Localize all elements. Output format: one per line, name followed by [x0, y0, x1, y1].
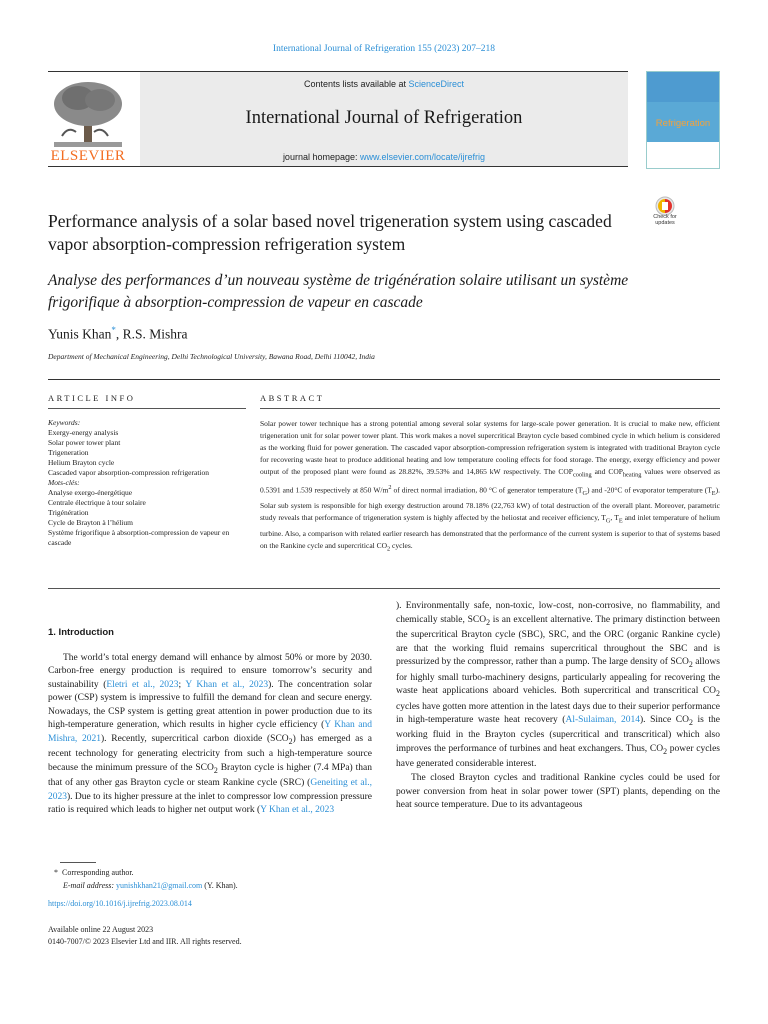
journal-cover-thumbnail[interactable] [646, 71, 720, 169]
keyword-item: Exergy-energy analysis [48, 428, 119, 437]
body-column-right [396, 600, 720, 813]
divider [48, 588, 720, 589]
cover-label: Refrigeration [655, 118, 711, 129]
citation-link[interactable]: Y Khan and Mishra, 2021 [48, 720, 372, 744]
motscles-item: Trigénération [48, 508, 89, 517]
keywords-block [48, 418, 248, 548]
email-link[interactable]: yunishkhan21@gmail.com [116, 881, 203, 890]
footnote-divider [60, 862, 96, 863]
keyword-item: Helium Brayton cycle [48, 458, 115, 467]
author-name[interactable]: Yunis Khan [48, 326, 112, 342]
body-paragraph: The world’s total energy demand will enhance by almost 50% or more by 2030. Carbon-free energy production is required to ensure tomorrow’s security and sustainability (Eletri et al., 2023; Y Khan et al., 2023). The concentration solar power (CSP) system is impressive to fulfill the demand for clean and secure energy. Nowadays, the CSP system is getting great attention in power production due to its high-temperature generation, which results in higher cycle efficiency (Y Khan and Mishra, 2021). Recently, supercritical carbon dioxide $(SCO_2)$ has emerged as a recent technology for generating electricity from such a high-temperature source because the minimum pressure of the $SCO_2$ Brayton cycle is higher (7.4 MPa) than that of any other gas Brayton cycle or steam Rankine cycle (SRC) (Geneiting et al., 2023). Due to its higher pressure at the inlet to compressor low compression pressure ratio is required which leads to higher net output work (Y Khan et al., 2023 [48, 652, 372, 816]
citation-link[interactable]: Eletri et al., 2023 [106, 679, 179, 690]
author-separator: , [115, 326, 123, 342]
keyword-item: Solar power tower plant [48, 438, 121, 447]
running-header[interactable]: International Journal of Refrigeration 155 (2023) 207–218 [272, 44, 496, 54]
journal-name: International Journal of Refrigeration [245, 108, 523, 128]
masthead [48, 71, 628, 167]
divider [260, 408, 720, 409]
motscles-label: Mots-clés: [48, 478, 80, 487]
homepage-line [140, 152, 628, 162]
corresponding-author-mark[interactable]: * [111, 325, 116, 335]
check-for-updates-label[interactable]: Check for updates [653, 214, 677, 226]
cover-bottom-band [647, 142, 719, 168]
keyword-item: Cascaded vapor absorption-compression refrigeration [48, 468, 209, 477]
doi-link[interactable]: https://doi.org/10.1016/j.ijrefrig.2023.08.014 [48, 899, 192, 908]
copyright: 0140-7007/© 2023 Elsevier Ltd and IIR. All rights reserved. [48, 937, 242, 946]
affiliation: Department of Mechanical Engineering, Delhi Technological University, Bawana Road, Delhi 110042, India [48, 352, 375, 361]
keyword-item: Trigeneration [48, 448, 89, 457]
cover-top-band [647, 72, 719, 102]
contents-prefix: Contents lists available at [303, 79, 409, 89]
citation-link[interactable]: Y Khan et al., 2023 [185, 679, 269, 690]
footnote [54, 866, 238, 892]
email-suffix: (Y. Khan). [202, 881, 238, 890]
sciencedirect-link[interactable]: ScienceDirect [408, 79, 465, 89]
divider [48, 379, 720, 380]
section-heading: 1. Introduction [48, 627, 114, 638]
citation-link[interactable]: Y Khan et al., 2023 [260, 805, 335, 816]
motscles-item: Système frigorifique à absorption-compression de vapeur en cascade [48, 528, 230, 547]
article-info-heading: ARTICLE INFO [48, 393, 136, 403]
citation-link[interactable]: Geneiting et al., 2023 [48, 778, 372, 802]
motscles-item: Cycle de Brayton à l’hélium [48, 518, 133, 527]
abstract-heading: ABSTRACT [260, 393, 325, 403]
author-list [48, 325, 188, 343]
footnote-mark: * [54, 868, 58, 877]
citation-link[interactable]: Al-Sulaiman, 2014 [565, 715, 640, 726]
french-title: Analyse des performances d’un nouveau système de trigénération solaire utilisant un système frigorifique à absorption-compression de vapeur en cascade [48, 272, 629, 311]
divider [48, 408, 246, 409]
author-name[interactable]: R.S. Mishra [122, 326, 188, 342]
motscles-item: Centrale électrique à tour solaire [48, 498, 146, 507]
homepage-prefix: journal homepage: [282, 152, 360, 162]
email-label: E-mail address: [63, 881, 117, 890]
body-column-left [48, 600, 372, 818]
body-paragraph: ). Environmentally safe, non-toxic, low-cost, non-corrosive, no flammability, and chemically stable, $SCO_2$ is an excellent alternative. The primary distinction between the supercritical Brayton cycle (SBC), SRC, and the ORC (organic Rankine cycle) are that the working fluid remains supercritical throughout the SBC and is pressurized by the compressor, rather than a pump. The large density of $SCO_2$ allows for highly small turbo-machinery designs, particularly appealing for recovering the waste heat applications aboard vehicles. Both supercritical and transcritical $CO_2$ cycles have gotten more attention in the latest days due to their superior performance in high-temperature waste heat recovery (Al-Sulaiman, 2014). Since $CO_2$ is the working fluid in the Brayton cycles (supercritical and transcritical) which also improves the performance of turbines and heat exchangers. Thus, $CO_2$ power cycles have generated considerable interest. [396, 601, 720, 770]
homepage-link[interactable]: www.elsevier.com/locate/ijrefrig [360, 152, 486, 162]
footnote-corresponding: Corresponding author. [62, 868, 134, 877]
abstract-text: Solar power tower technique has a strong potential among several solar systems for large-scale power generation. It is crucial to make new, efficient trigeneration unit for solar power tower plant. This work makes a novel supercritical Brayton cycle based combined cycle in which helium is considered as the working fluid for power generation. The cascaded vapor absorption-compression refrigeration system is integrated with traditional Brayton cycle for recovering waste heat to produce additional heating and low temperature cooling effects for food storage. The energy, exergy efficiency and power output of the proposed plant were found as 28.82%, 39.53% and 14,865 kW respectively. The $COP_{cooling}$ and $COP_{heating}$ values were observed as 0.5391 and 1.539 respectively at 850 $W/m^2$ of direct normal irradiation, 80 °C of generator temperature $(T_G)$ and -20°C of evaporator temperature $(T_E)$. Solar sub system is responsible for high exergy destruction around 78.18% (22,763 kW) of total destruction of the overall plant. Moreover, parametric study reveals that performance of trigeneration system is highly affected by the heliostat and receiver efficiency, $T_G$, $T_E$ and inlet temperature of helium turbine. Also, a comparison with related earlier research has demonstrated that the performance of the current system is superior to that of systems based on the Rankine cycle and supercritical $CO_2$ cycles. [260, 419, 720, 553]
elsevier-wordmark: ELSEVIER [50, 148, 126, 164]
publication-info [48, 924, 242, 948]
contents-line [140, 79, 628, 89]
motscles-item: Analyse exergo-énergétique [48, 488, 133, 497]
available-online: Available online 22 August 2023 [48, 925, 154, 934]
keywords-label: Keywords: [48, 418, 81, 427]
article-title: Performance analysis of a solar based novel trigeneration system using cascaded vapor absorption-compression refrigeration system [48, 211, 612, 254]
body-paragraph: The closed Brayton cycles and traditional Rankine cycles could be used for power conversion from heat in solar power tower (SPT) plants, depending on the heat source temperature. Due to its advantageous [396, 773, 720, 811]
